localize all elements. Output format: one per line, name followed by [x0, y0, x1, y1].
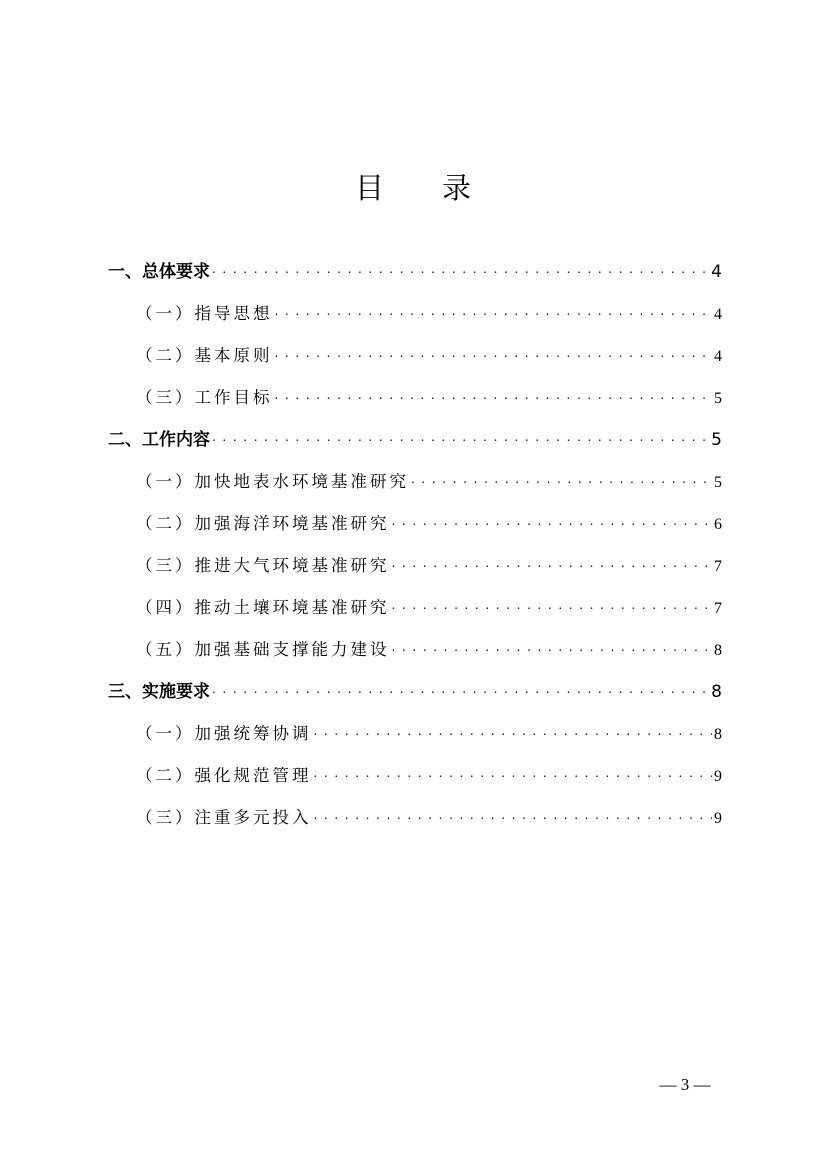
toc-entry-section-3[interactable] — [108, 676, 722, 718]
toc-leader-dots — [392, 590, 713, 619]
toc-entry-label: （二）强化规范管理 — [136, 766, 312, 785]
toc-entry-label: （一）加快地表水环境基准研究 — [136, 472, 409, 491]
toc-entry-page: 8 — [714, 726, 722, 743]
page-number: — 3 — — [659, 1075, 711, 1094]
toc-entry-label: 二、工作内容 — [108, 430, 210, 450]
toc-entry-subsection-1-1[interactable] — [108, 298, 722, 340]
toc-leader-dots — [314, 800, 713, 829]
toc-leader-dots — [392, 506, 713, 535]
page-title: 目录 — [354, 171, 529, 205]
toc-entry-label: 三、实施要求 — [108, 682, 210, 702]
toc-entry-subsection-2-3[interactable] — [108, 550, 722, 592]
toc-entry-page: 6 — [714, 516, 722, 533]
toc-entry-label: （五）加强基础支撑能力建设 — [136, 640, 390, 659]
toc-entry-subsection-2-5[interactable] — [108, 634, 722, 676]
toc-entry-section-2[interactable] — [108, 424, 722, 466]
toc-entry-label: （三）工作目标 — [136, 388, 273, 407]
toc-leader-dots — [392, 548, 713, 577]
toc-leader-dots — [314, 758, 713, 787]
toc-entry-page: 9 — [714, 810, 722, 827]
toc-entry-section-1[interactable] — [108, 256, 722, 298]
toc-entry-page: 5 — [714, 474, 722, 491]
toc-entry-page: 9 — [714, 768, 722, 785]
toc-entry-page: 4 — [714, 348, 722, 365]
toc-entry-page: 5 — [714, 390, 722, 407]
toc-leader-dots — [411, 464, 712, 493]
toc-entry-subsection-1-3[interactable] — [108, 382, 722, 424]
toc-entry-label: （三）注重多元投入 — [136, 808, 312, 827]
toc-entry-label: （二）加强海洋环境基准研究 — [136, 514, 390, 533]
toc-leader-dots — [314, 716, 713, 745]
toc-entry-subsection-3-3[interactable] — [108, 802, 722, 844]
toc-entry-page: 8 — [714, 642, 722, 659]
toc-entry-label: 一、总体要求 — [108, 262, 210, 282]
toc-entry-page: 4 — [711, 262, 722, 282]
toc-leader-dots — [275, 380, 713, 409]
toc-entry-page: 4 — [714, 306, 722, 323]
toc-entry-subsection-2-1[interactable] — [108, 466, 722, 508]
toc-leader-dots — [212, 422, 709, 451]
toc-leader-dots — [275, 338, 713, 367]
toc-leader-dots — [275, 296, 713, 325]
toc-entry-page: 7 — [714, 558, 722, 575]
toc-leader-dots — [392, 632, 713, 661]
toc-entry-label: （一）指导思想 — [136, 304, 273, 323]
toc-entry-label: （四）推动土壤环境基准研究 — [136, 598, 390, 617]
toc-entry-subsection-2-2[interactable] — [108, 508, 722, 550]
toc-leader-dots — [212, 674, 709, 703]
toc-leader-dots — [212, 254, 709, 283]
toc-entry-subsection-3-2[interactable] — [108, 760, 722, 802]
toc-entry-subsection-1-2[interactable] — [108, 340, 722, 382]
toc-entry-page: 7 — [714, 600, 722, 617]
table-of-contents — [108, 256, 722, 844]
toc-entry-label: （一）加强统筹协调 — [136, 724, 312, 743]
toc-entry-page: 5 — [711, 430, 722, 450]
toc-entry-subsection-3-1[interactable] — [108, 718, 722, 760]
toc-entry-label: （二）基本原则 — [136, 346, 273, 365]
toc-entry-subsection-2-4[interactable] — [108, 592, 722, 634]
toc-entry-label: （三）推进大气环境基准研究 — [136, 556, 390, 575]
toc-entry-page: 8 — [711, 682, 722, 702]
